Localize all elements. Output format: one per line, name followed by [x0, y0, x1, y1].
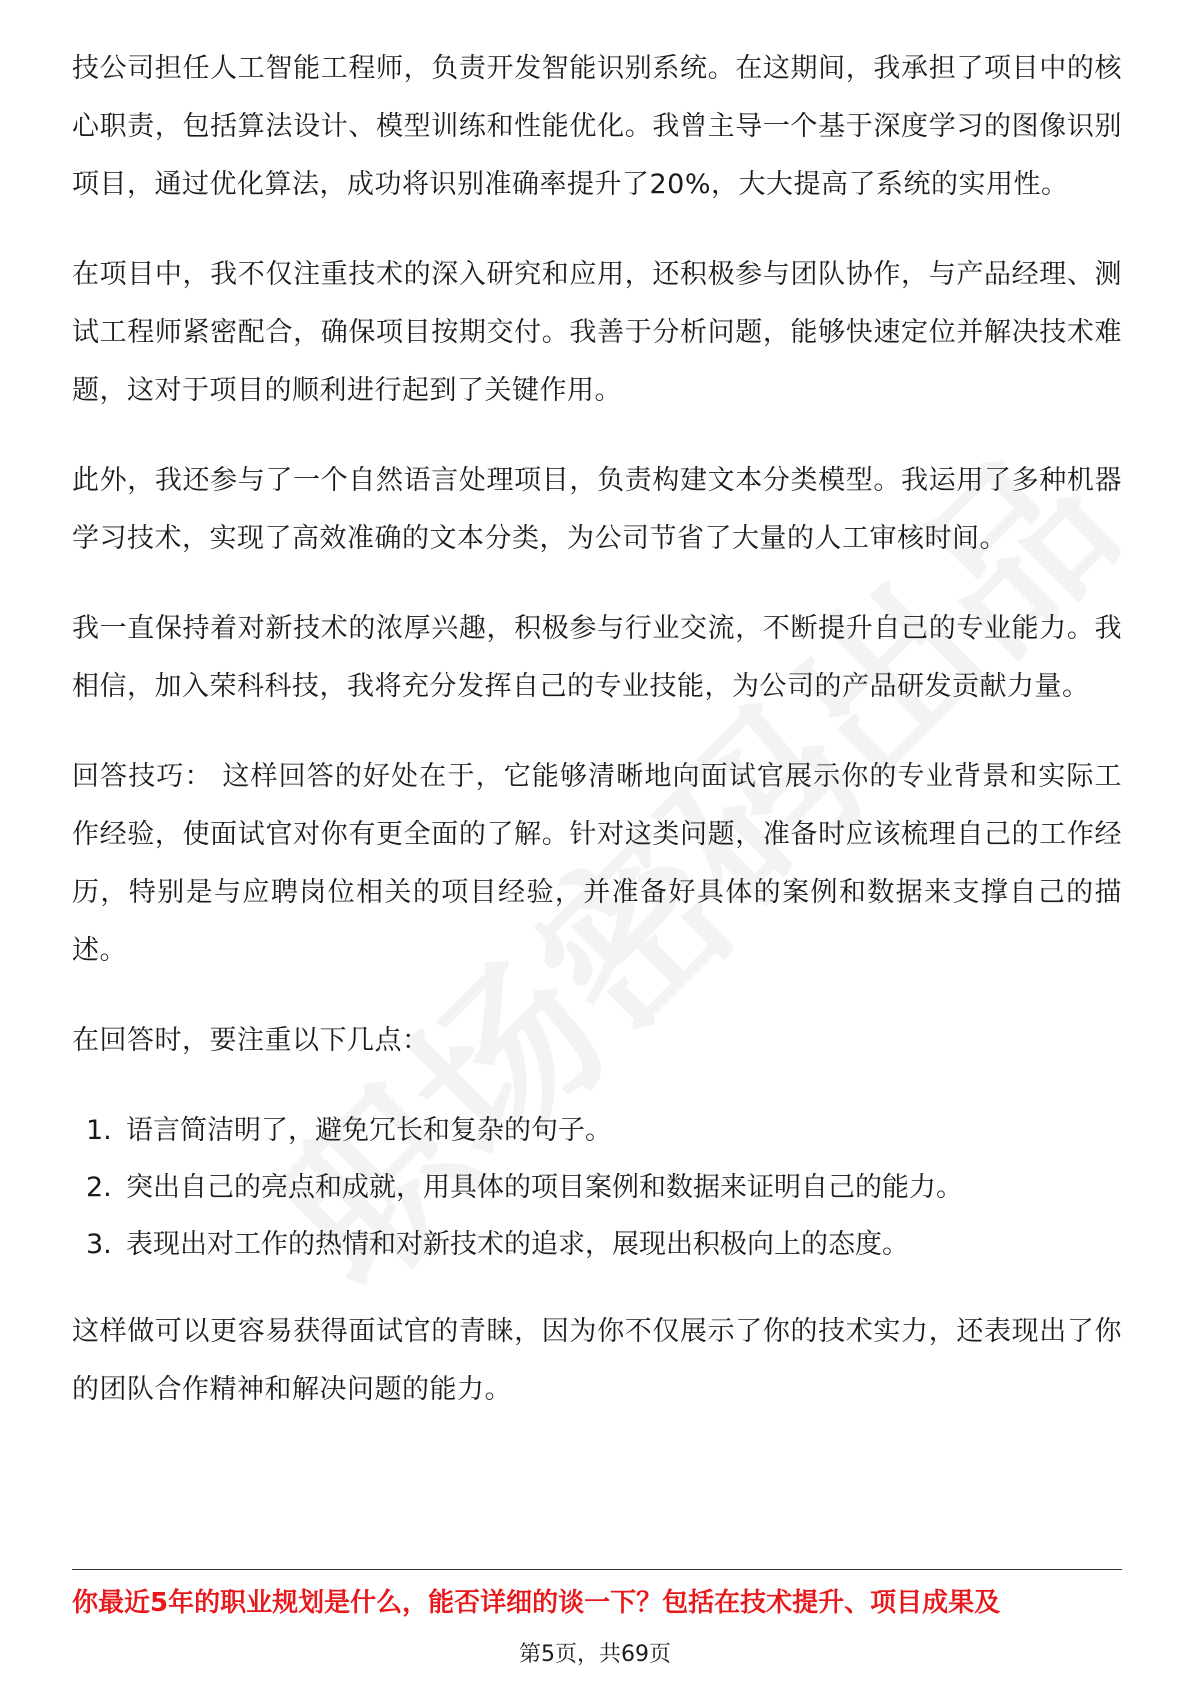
list-item: [72, 1216, 1122, 1273]
section-divider: [72, 1569, 1122, 1570]
page-number: 第5页，共69页: [519, 1642, 671, 1667]
paragraph-key-points-intro: 在回答时，要注重以下几点：: [72, 1025, 430, 1056]
list-text: 语言简洁明了，避免冗长和复杂的句子。: [126, 1115, 612, 1146]
paragraph-answer-tips: 回答技巧： 这样回答的好处在于，它能够清晰地向面试官展示你的专业背景和实际工作经验，使面试官对你有更全面的了解。针对这类问题，准备时应该梳理自己的工作经历，特别是与应聘岗位相关的项目经验，并准备好具体的案例和数据来支撑自己的描述。: [72, 761, 1122, 966]
paragraph-experience: 技公司担任人工智能工程师，负责开发智能识别系统。在这期间，我承担了项目中的核心职责，包括算法设计、模型训练和性能优化。我曾主导一个基于深度学习的图像识别项目，通过优化算法，成功将识别准确率提升了20%，大大提高了系统的实用性。: [72, 53, 1122, 200]
paragraph-closing: 这样做可以更容易获得面试官的青睐，因为你不仅展示了你的技术实力，还表现出了你的团队合作精神和解决问题的能力。: [72, 1316, 1122, 1405]
key-points-list: [72, 1102, 1122, 1273]
list-item: [72, 1159, 1122, 1216]
list-number: 3.: [86, 1229, 112, 1260]
list-number: 1.: [86, 1115, 112, 1146]
main-content: [72, 40, 1122, 1451]
list-text: 突出自己的亮点和成就，用具体的项目案例和数据来证明自己的能力。: [126, 1172, 963, 1203]
list-number: 2.: [86, 1172, 112, 1203]
paragraph-motivation: 我一直保持着对新技术的浓厚兴趣，积极参与行业交流，不断提升自己的专业能力。我相信，加入荣科科技，我将充分发挥自己的专业技能，为公司的产品研发贡献力量。: [72, 613, 1122, 702]
next-question-heading: 你最近5年的职业规划是什么，能否详细的谈一下？包括在技术提升、项目成果及: [72, 1588, 1001, 1618]
list-text: 表现出对工作的热情和对新技术的追求，展现出积极向上的态度。: [126, 1229, 909, 1260]
paragraph-teamwork: 在项目中，我不仅注重技术的深入研究和应用，还积极参与团队协作，与产品经理、测试工程师紧密配合，确保项目按期交付。我善于分析问题，能够快速定位并解决技术难题，这对于项目的顺利进行起到了关键作用。: [72, 259, 1122, 406]
list-item: [72, 1102, 1122, 1159]
paragraph-nlp-project: 此外，我还参与了一个自然语言处理项目，负责构建文本分类模型。我运用了多种机器学习技术，实现了高效准确的文本分类，为公司节省了大量的人工审核时间。: [72, 465, 1122, 554]
